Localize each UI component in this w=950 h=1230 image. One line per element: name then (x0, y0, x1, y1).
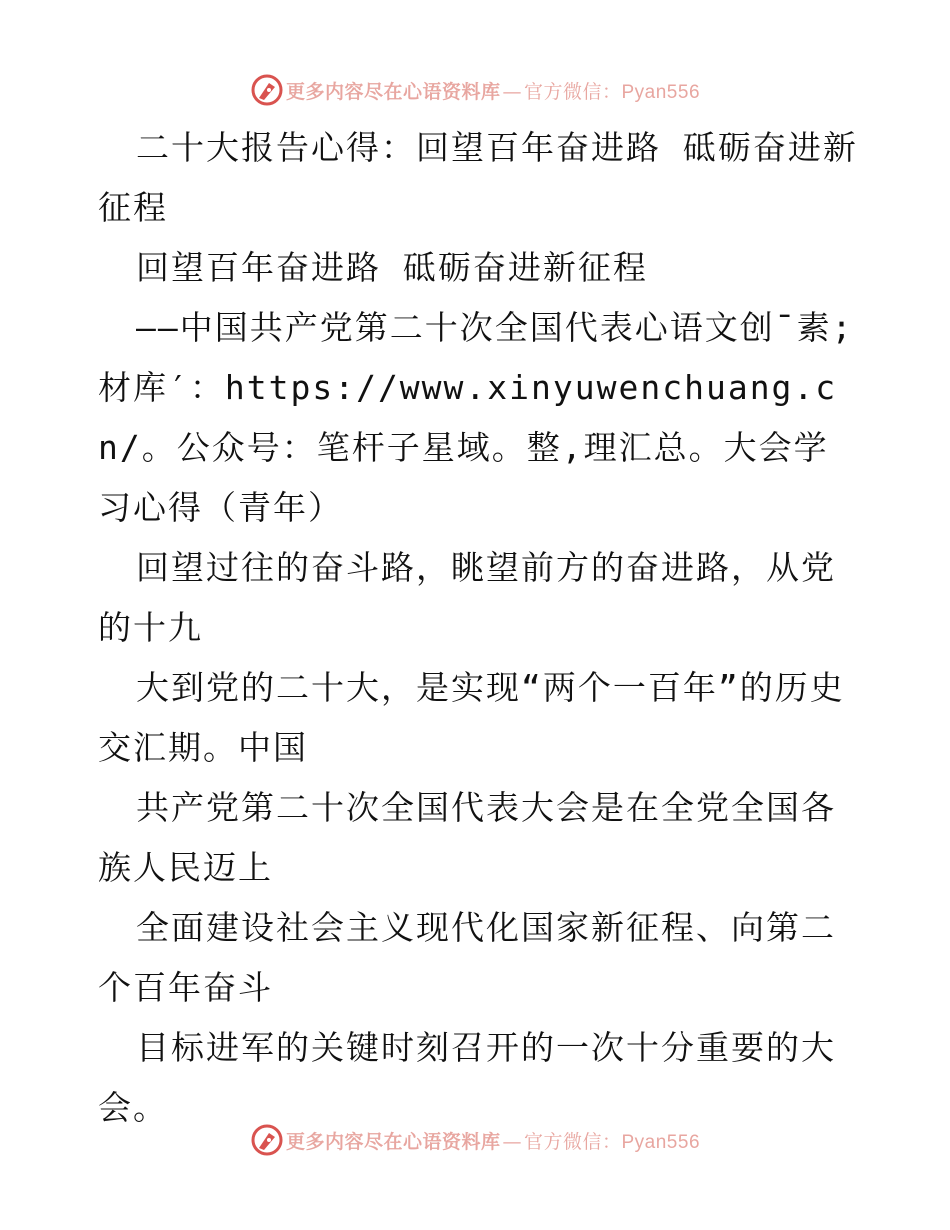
document-paragraph: 回望过往的奋斗路，眺望前方的奋进路，从党的十九 (98, 548, 836, 647)
watermark-text (286, 77, 700, 104)
watermark-separator: — (502, 1130, 522, 1153)
document-title: 二十大报告心得：回望百年奋进路 砥砺奋进新征程 (98, 128, 858, 227)
pen-nib-logo-icon (250, 1123, 284, 1157)
document-paragraph: 目标进军的关键时刻召开的一次十分重要的大会。 (98, 1028, 836, 1127)
document-paragraph: 大到党的二十大，是实现“两个一百年”的历史交汇期。中国 (98, 668, 845, 767)
pen-nib-logo-icon (250, 73, 284, 107)
watermark-contact: 官方微信：Pyan556 (524, 81, 701, 103)
footer-watermark (0, 1120, 950, 1160)
watermark-site-label: 更多内容尽在心语资料库 (285, 80, 501, 103)
watermark-separator: — (502, 80, 522, 103)
header-watermark (0, 70, 950, 110)
document-paragraph: ——中国共产党第二十次全国代表心语文创¯素;材库′：https://www.xinyuwenchuang.cn/。公众号：笔杆子星域。整,理汇总。大会学习心得（青年） (98, 308, 854, 527)
watermark-site-label: 更多内容尽在心语资料库 (285, 1130, 501, 1153)
watermark-text (286, 1127, 700, 1154)
document-paragraph: 共产党第二十次全国代表大会是在全党全国各族人民迈上 (98, 788, 836, 887)
document-body (98, 118, 858, 1138)
watermark-contact: 官方微信：Pyan556 (524, 1131, 701, 1153)
document-subtitle: 回望百年奋进路 砥砺奋进新征程 (136, 248, 648, 287)
document-paragraph: 全面建设社会主义现代化国家新征程、向第二个百年奋斗 (98, 908, 836, 1007)
